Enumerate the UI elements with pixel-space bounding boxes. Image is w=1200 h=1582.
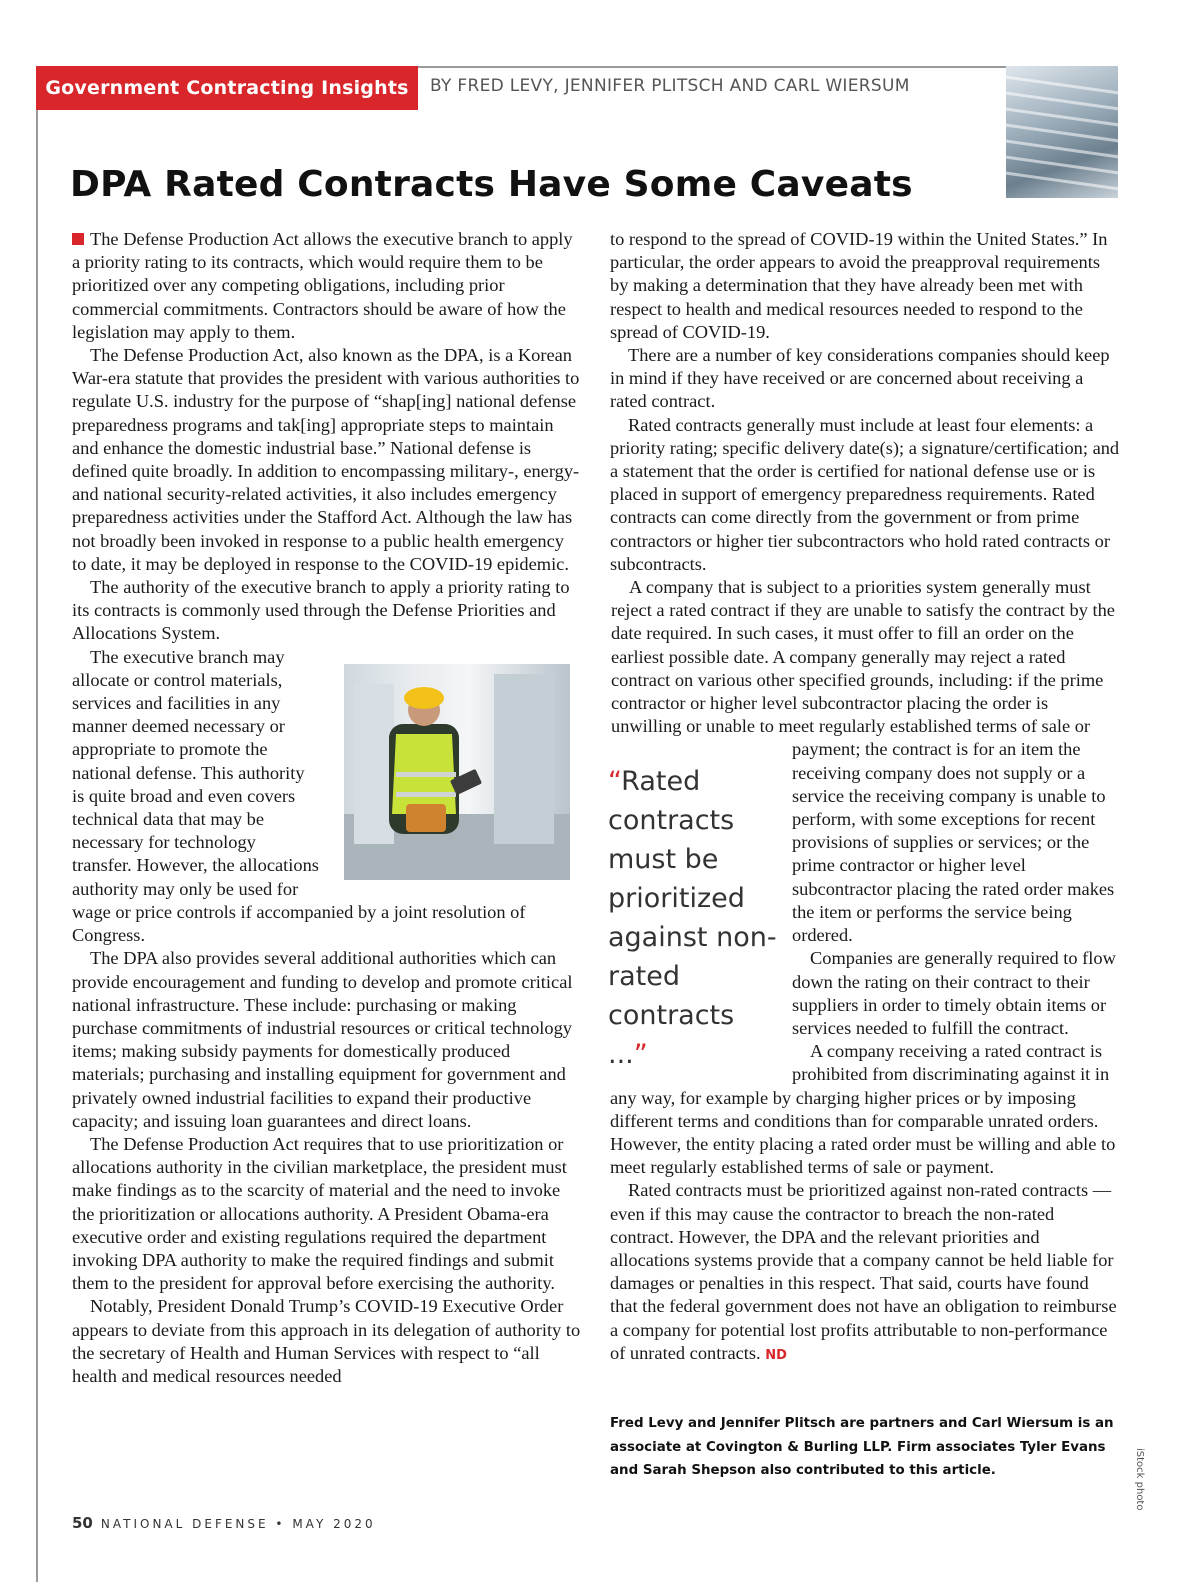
end-mark: ND — [765, 1347, 787, 1363]
byline: BY FRED LEVY, JENNIFER PLITSCH AND CARL WIERSUM — [430, 76, 910, 96]
paragraph: to respond to the spread of COVID-19 within the United States.” In particular, the order appears to avoid the preapproval requirements by making a determination that they have already been met with respect to health and medical resources needed to respond to the spread of COVID-19. — [610, 229, 1108, 342]
page-frame-left-rule — [36, 68, 38, 1582]
author-bio: Fred Levy and Jennifer Plitsch are partners and Carl Wiersum is an associate at Covington & Burling LLP. Firm associates Tyler Evans and Sarah Shepson also contributed to this article. — [610, 1416, 1114, 1479]
paragraph: There are a number of key considerations companies should keep in mind if they have received or are concerned about receiving a rated contract. — [610, 345, 1110, 412]
paragraph: A company receiving a rated contract is prohibited from discriminating against it in any way, for example by charging higher prices or by imposing different terms and conditions than for comparable unrated orders. However, the entity placing a rated order must be willing and able to meet regularly established terms of sale or payment. — [610, 1041, 1116, 1178]
pull-quote-box — [608, 762, 778, 1074]
paragraph: Companies are generally required to flow down the rating on their contract to their suppliers in order to timely obtain items or services needed to fulfill the contract. — [792, 948, 1116, 1038]
section-banner: Government Contracting Insights — [36, 66, 418, 110]
article-title: DPA Rated Contracts Have Some Caveats — [70, 164, 913, 205]
paragraph: The authority of the executive branch to apply a priority rating to its contracts is commonly used through the Defense Priorities and Allocations System. — [72, 577, 570, 644]
stacked-papers-photo — [1006, 66, 1118, 198]
pull-quote-text: Rated contracts must be prioritized against non-rated contracts ... — [608, 766, 777, 1070]
paragraph: Rated contracts must be prioritized against non-rated contracts — even if this may cause the contractor to breach the non-rated contract. However, the DPA and the relevant priorities and allocations systems provide that a company cannot be held liable for damages or penalties in this respect. That said, courts have found that the federal government does not have an obligation to reimburse a company for potential lost profits attributable to non-performance of unrated contracts. ND — [610, 1180, 1117, 1363]
paragraph: A company that is subject to a priorities system generally must reject a rated contract if they are unable to satisfy the contract by the date required. In such cases, it must offer to fill an order on the earliest possible date. A company generally may reject a rated contract on various other specified grounds, including: if the prime contractor or higher level subcontractor placing the order is unwilling or unable to meet regularly established terms of sale or payment; the contract is for an item the receiving company does not supply or a service the receiving company is unable to perform, with some exceptions for recent provisions of supplies or services; or the prime contractor or higher level subcontractor placing the rated order makes the item or performs the service being ordered. — [610, 576, 1120, 947]
open-quote-mark: “ — [608, 766, 622, 797]
close-quote-mark: ” — [633, 1039, 648, 1070]
paragraph: The executive branch may allocate or control materials, services and facilities in any manner deemed necessary or appropriate to promote the national defense. This authority is quite broad and even covers technical data that may be necessary for technology transfer. However, the allocations authority may only be used for wage or price controls if accompanied by a joint resolution of Congress. — [72, 646, 526, 946]
paragraph: The DPA also provides several additional authorities which can provide encouragement and funding to develop and promote critical national infrastructure. These include: purchasing or making purchase commitments of industrial resources or critical technology items; making subsidy payments for domestically produced materials; purchasing and installing equipment for government and privately owned industrial facilities to expand their productive capacity; and issuing loan guarantees and direct loans. — [72, 948, 573, 1131]
paragraph: The Defense Production Act allows the executive branch to apply a priority rating to its contracts, which would require them to be prioritized over any competing obligations, including prior commercial commitments. Contractors should be aware of how the legislation may apply to them. — [72, 229, 573, 342]
paragraph: The Defense Production Act, also known as the DPA, is a Korean War-era statute that provides the president with various authorities to regulate U.S. industry for the purpose of “shap[ing] national defense preparedness programs and tak[ing] appropriate steps to maintain and enhance the domestic industrial base.” National defense is defined quite broadly. In addition to encompassing military-, energy- and national security-related activities, it also includes emergency preparedness activities under the Stafford Act. Although the law has not broadly been invoked in response to a public health emergency to date, it may be deployed in response to the COVID-19 epidemic. — [72, 345, 580, 574]
section-marker-icon — [72, 233, 84, 245]
paragraph: The Defense Production Act requires that to use prioritization or allocations authority in the civilian marketplace, the president must make findings as to the scarcity of material and the need to invoke the prioritization or allocations authority. A President Obama-era executive order and existing regulations required the department invoking DPA authority to make the required findings and submit them to the president for approval before exercising the authority. — [72, 1133, 567, 1294]
worker-photo — [344, 664, 570, 880]
page-number: 50 — [72, 1514, 93, 1532]
page-footer — [72, 1513, 376, 1532]
paragraph: Notably, President Donald Trump’s COVID-19 Executive Order appears to deviate from this approach in its delegation of authority to the secretary of Health and Human Services with respect to “all health and medical resources needed — [72, 1296, 581, 1386]
publication-line: NATIONAL DEFENSE • MAY 2020 — [100, 1517, 376, 1531]
photo-credit: iStock photo — [1134, 1448, 1145, 1511]
paragraph: Rated contracts generally must include at least four elements: a priority rating; specific delivery date(s); a signature/certification; and a statement that the order is certified for national defense use or is placed in support of emergency preparedness requirements. Rated contracts can come directly from the government or from prime contractors or higher tier subcontractors who hold rated contracts or subcontracts. — [610, 414, 1120, 574]
article-column-left — [72, 228, 582, 1388]
